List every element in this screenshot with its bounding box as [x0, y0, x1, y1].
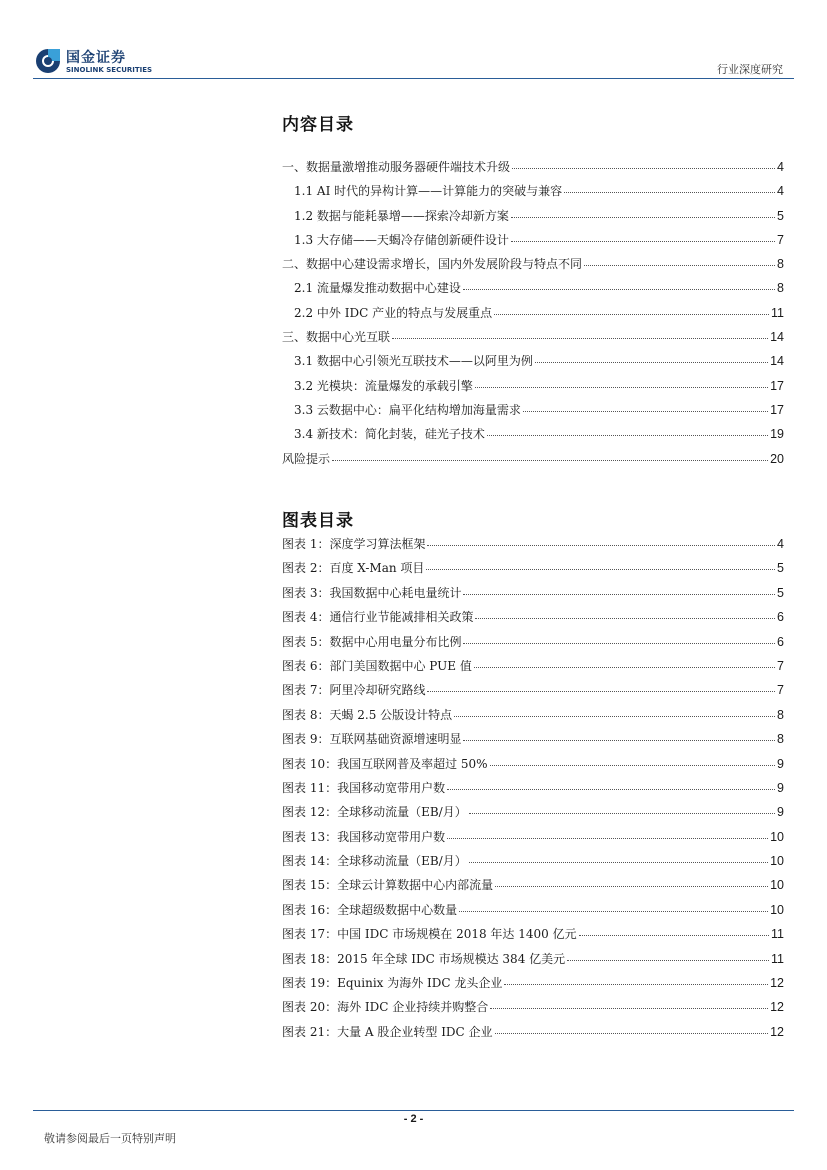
- dot-leader: [463, 739, 775, 741]
- figure-entry-label: 图表 13：我国移动宽带用户数: [282, 829, 446, 844]
- figure-entry-label: 图表 20：海外 IDC 企业持续并购整合: [282, 1000, 489, 1015]
- figure-entry[interactable]: [282, 730, 784, 754]
- figure-entry-page: 9: [777, 805, 784, 820]
- logo-mark-icon: [34, 47, 62, 75]
- figure-entry-label: 图表 1：深度学习算法框架: [282, 537, 426, 551]
- dot-leader: [475, 617, 775, 619]
- figure-entry-label: 图表 4：通信行业节能减排相关政策: [282, 610, 474, 625]
- toc-entry[interactable]: [282, 450, 784, 474]
- toc-entry-label: 2.1 流量爆发推动数据中心建设: [294, 281, 461, 296]
- figure-entry-page: 4: [777, 537, 784, 551]
- figure-entry-label: 图表 8：天蝎 2.5 公版设计特点: [282, 707, 453, 722]
- dot-leader: [512, 167, 775, 169]
- toc-entry-label: 1.3 大存储——天蝎冷存储创新硬件设计: [294, 232, 509, 247]
- dot-leader: [392, 337, 768, 339]
- toc-entry[interactable]: [282, 279, 784, 303]
- figure-entry[interactable]: [282, 974, 784, 998]
- toc-entry-page: 17: [770, 402, 784, 417]
- toc-entry-page: 8: [777, 257, 784, 272]
- figure-entry-label: 图表 18：2015 年全球 IDC 市场规模达 384 亿美元: [282, 951, 566, 966]
- figure-entry-page: 8: [777, 732, 784, 747]
- figure-entry-page: 10: [770, 878, 784, 893]
- dot-leader: [495, 1032, 769, 1034]
- figure-entry-page: 5: [777, 585, 784, 600]
- dot-leader: [459, 910, 768, 912]
- logo-text-en: SINOLINK SECURITIES: [66, 66, 153, 74]
- figure-entry-page: 11: [771, 927, 784, 942]
- dot-leader: [535, 361, 768, 363]
- figures-list: [282, 535, 784, 1047]
- figure-entry-label: 图表 17：中国 IDC 市场规模在 2018 年达 1400 亿元: [282, 927, 577, 942]
- figure-entry[interactable]: [282, 584, 784, 608]
- dot-leader: [332, 459, 768, 461]
- figure-entry-label: 图表 12：全球移动流量（EB/月）: [282, 805, 467, 820]
- figure-entry-page: 7: [777, 658, 784, 673]
- toc-entry[interactable]: [282, 425, 784, 449]
- toc-entry[interactable]: [282, 158, 784, 182]
- figure-entry[interactable]: [282, 828, 784, 852]
- toc-entry[interactable]: [282, 328, 784, 352]
- figure-entry[interactable]: [282, 681, 784, 705]
- dot-leader: [463, 593, 775, 595]
- figure-entry[interactable]: [282, 803, 784, 827]
- figure-entry-page: 10: [770, 829, 784, 844]
- dot-leader: [426, 568, 775, 570]
- figure-entry[interactable]: [282, 755, 784, 779]
- toc-entry-page: 19: [770, 427, 784, 442]
- dot-leader: [447, 788, 775, 790]
- figure-entry-label: 图表 10：我国互联网普及率超过 50%: [282, 756, 488, 771]
- figure-entry[interactable]: [282, 559, 784, 583]
- dot-leader: [469, 861, 768, 863]
- toc-entry-label: 二、数据中心建设需求增长，国内外发展阶段与特点不同: [282, 257, 583, 272]
- figure-entry-page: 11: [771, 951, 784, 966]
- figure-entry-page: 10: [770, 854, 784, 869]
- company-logo: [34, 47, 174, 79]
- figure-entry[interactable]: [282, 998, 784, 1022]
- figure-entry[interactable]: [282, 901, 784, 925]
- figure-entry-page: 9: [777, 756, 784, 771]
- figure-entry[interactable]: [282, 633, 784, 657]
- toc-entry-label: 1.2 数据与能耗暴增——探索冷却新方案: [294, 208, 509, 223]
- dot-leader: [447, 837, 768, 839]
- dot-leader: [427, 690, 775, 692]
- figures-title: 图表目录: [282, 511, 354, 531]
- figure-entry[interactable]: [282, 852, 784, 876]
- dot-leader: [495, 885, 768, 887]
- toc-entry-page: 7: [777, 232, 784, 247]
- toc-entry-page: 20: [770, 451, 784, 466]
- toc-entry-label: 2.2 中外 IDC 产业的特点与发展重点: [294, 305, 493, 320]
- dot-leader: [511, 240, 775, 242]
- figure-entry[interactable]: [282, 779, 784, 803]
- figure-entry-label: 图表 21：大量 A 股企业转型 IDC 企业: [282, 1024, 493, 1039]
- figure-entry-label: 图表 19：Equinix 为海外 IDC 龙头企业: [282, 976, 503, 991]
- figure-entry[interactable]: [282, 925, 784, 949]
- figure-entry-label: 图表 15：全球云计算数据中心内部流量: [282, 878, 494, 893]
- dot-leader: [504, 983, 768, 985]
- disclaimer-text: 敬请参阅最后一页特别声明: [44, 1132, 176, 1145]
- dot-leader: [490, 764, 775, 766]
- toc-entry-page: 5: [777, 208, 784, 223]
- figure-entry[interactable]: [282, 657, 784, 681]
- figure-entry-page: 12: [770, 976, 784, 991]
- dot-leader: [475, 386, 768, 388]
- toc-entry[interactable]: [282, 304, 784, 328]
- figure-entry-label: 图表 5：数据中心用电量分布比例: [282, 634, 462, 649]
- toc-entry-page: 8: [777, 281, 784, 296]
- dot-leader: [490, 1007, 768, 1009]
- toc-entry-label: 3.4 新技术：简化封装，硅光子技术: [294, 427, 485, 442]
- dot-leader: [487, 434, 768, 436]
- figure-entry-page: 5: [777, 561, 784, 576]
- dot-leader: [474, 666, 775, 668]
- toc-entry[interactable]: [282, 255, 784, 279]
- toc-entry-label: 3.3 云数据中心：扁平化结构增加海量需求: [294, 402, 521, 417]
- contents-title: 内容目录: [282, 115, 354, 135]
- toc-entry-page: 4: [777, 184, 784, 199]
- toc-entry[interactable]: [282, 231, 784, 255]
- toc-entry-label: 一、数据量激增推动服务器硬件端技术升级: [282, 160, 511, 174]
- logo-text-cn: 国金证券: [66, 50, 126, 66]
- dot-leader: [454, 715, 775, 717]
- figure-entry-label: 图表 6：部门美国数据中心 PUE 值: [282, 658, 472, 673]
- toc-entry-label: 3.2 光模块：流量爆发的承载引擎: [294, 378, 473, 393]
- footer-divider: [33, 1110, 794, 1111]
- dot-leader: [584, 264, 775, 266]
- toc-entry-page: 11: [771, 305, 784, 320]
- figure-entry-label: 图表 7：阿里冷却研究路线: [282, 683, 426, 698]
- dot-leader: [567, 959, 769, 961]
- toc-entry-page: 14: [770, 354, 784, 369]
- figure-entry[interactable]: [282, 535, 784, 559]
- dot-leader: [523, 410, 768, 412]
- figure-entry-page: 10: [770, 902, 784, 917]
- dot-leader: [579, 934, 769, 936]
- figure-entry-label: 图表 9：互联网基础资源增速明显: [282, 732, 462, 747]
- figure-entry[interactable]: [282, 608, 784, 632]
- page-header: [0, 0, 827, 80]
- toc-entry[interactable]: [282, 377, 784, 401]
- toc-entry-label: 1.1 AI 时代的异构计算——计算能力的突破与兼容: [294, 184, 563, 199]
- figure-entry-label: 图表 3：我国数据中心耗电量统计: [282, 585, 462, 600]
- header-divider: [33, 78, 794, 79]
- toc-entry-label: 3.1 数据中心引领光互联技术——以阿里为例: [294, 354, 533, 369]
- dot-leader: [463, 288, 775, 290]
- figure-entry-page: 6: [777, 634, 784, 649]
- figure-entry-page: 12: [770, 1000, 784, 1015]
- toc-entry-label: 风险提示: [282, 451, 331, 466]
- page-number: - 2 -: [403, 1113, 424, 1125]
- figure-entry-label: 图表 2：百度 X-Man 项目: [282, 561, 425, 576]
- toc-entry[interactable]: [282, 401, 784, 425]
- report-type: 行业深度研究: [717, 63, 783, 76]
- figure-entry[interactable]: [282, 950, 784, 974]
- dot-leader: [511, 216, 775, 218]
- figure-entry-page: 9: [777, 780, 784, 795]
- dot-leader: [427, 544, 775, 546]
- dot-leader: [469, 812, 775, 814]
- figure-entry-page: 6: [777, 610, 784, 625]
- figure-entry-page: 8: [777, 707, 784, 722]
- figure-entry-label: 图表 11：我国移动宽带用户数: [282, 780, 446, 795]
- figure-entry-label: 图表 14：全球移动流量（EB/月）: [282, 854, 467, 869]
- toc-entry-label: 三、数据中心光互联: [282, 330, 391, 345]
- toc-entry-page: 4: [777, 160, 784, 174]
- dot-leader: [494, 313, 769, 315]
- dot-leader: [463, 642, 775, 644]
- dot-leader: [564, 191, 775, 193]
- contents-list: [282, 158, 784, 474]
- figure-entry-page: 12: [770, 1024, 784, 1039]
- figure-entry[interactable]: [282, 876, 784, 900]
- figure-entry[interactable]: [282, 1023, 784, 1047]
- toc-entry[interactable]: [282, 207, 784, 231]
- figure-entry-page: 7: [777, 683, 784, 698]
- toc-entry[interactable]: [282, 182, 784, 206]
- figure-entry[interactable]: [282, 706, 784, 730]
- toc-entry-page: 14: [770, 330, 784, 345]
- toc-entry-page: 17: [770, 378, 784, 393]
- figure-entry-label: 图表 16：全球超级数据中心数量: [282, 902, 458, 917]
- toc-entry[interactable]: [282, 352, 784, 376]
